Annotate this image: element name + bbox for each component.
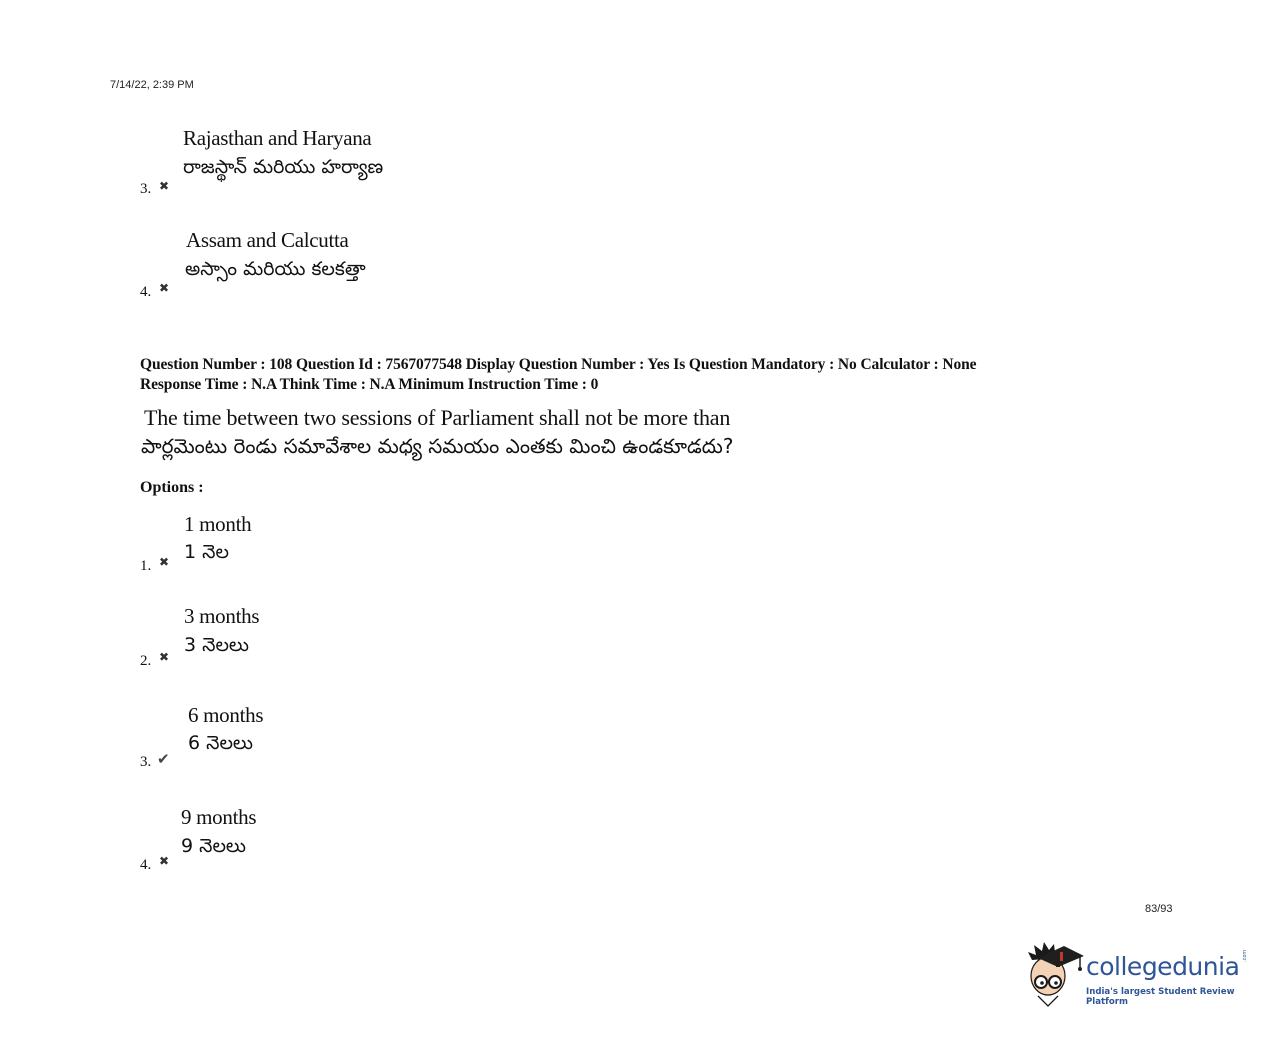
- option-3-number: 3.: [140, 754, 152, 770]
- brand-domain-suffix: .com: [1242, 949, 1248, 962]
- cross-icon: ✖: [159, 179, 170, 193]
- print-timestamp: 7/14/22, 2:39 PM: [110, 79, 194, 91]
- prev-option-4-telugu: అస్సాం మరియు కలకత్తా: [185, 258, 366, 280]
- prev-option-3-number: 3.: [140, 181, 152, 197]
- option-4-number: 4.: [140, 857, 152, 873]
- question-text-english: The time between two sessions of Parliament shall not be more than: [144, 405, 731, 430]
- option-1-number: 1.: [140, 558, 152, 574]
- option-3-english: 6 months: [188, 703, 264, 727]
- option-1-telugu: 1 నెల: [184, 541, 229, 563]
- option-4-english: 9 months: [181, 805, 257, 829]
- option-2-number: 2.: [140, 653, 152, 669]
- cross-icon: ✖: [159, 650, 170, 664]
- student-mascot-icon: [1024, 940, 1086, 1010]
- option-2-telugu: 3 నెలలు: [184, 634, 249, 656]
- page-counter: 83/93: [1145, 903, 1173, 915]
- option-3-telugu: 6 నెలలు: [188, 732, 253, 754]
- prev-option-3-english: Rajasthan and Haryana: [183, 126, 372, 150]
- options-label: Options :: [140, 479, 204, 496]
- cross-icon: ✖: [159, 854, 170, 868]
- check-icon: ✔: [157, 750, 170, 768]
- cross-icon: ✖: [159, 281, 170, 295]
- question-meta-line-1: Question Number : 108 Question Id : 7567077548 Display Question Number : Yes Is Question Mandatory : No Calculator : None: [140, 356, 977, 373]
- collegedunia-logo: [1024, 940, 1259, 1010]
- prev-option-3-telugu: రాజస్థాన్ మరియు హర్యాణ: [183, 156, 384, 178]
- option-4-telugu: 9 నెలలు: [181, 835, 246, 857]
- brand-wordmark: collegedunia: [1086, 952, 1240, 981]
- question-text-telugu: పార్లమెంటు రెండు సమావేశాల మధ్య సమయం ఎంతకు మించి ఉండకూడదు?: [141, 434, 734, 458]
- option-1-english: 1 month: [184, 512, 252, 536]
- option-2-english: 3 months: [184, 604, 260, 628]
- prev-option-4-english: Assam and Calcutta: [186, 228, 349, 252]
- prev-option-4-number: 4.: [140, 284, 152, 300]
- cross-icon: ✖: [159, 555, 170, 569]
- question-meta-line-2: Response Time : N.A Think Time : N.A Minimum Instruction Time : 0: [140, 376, 599, 393]
- brand-tagline: India's largest Student Review Platform: [1086, 987, 1235, 1007]
